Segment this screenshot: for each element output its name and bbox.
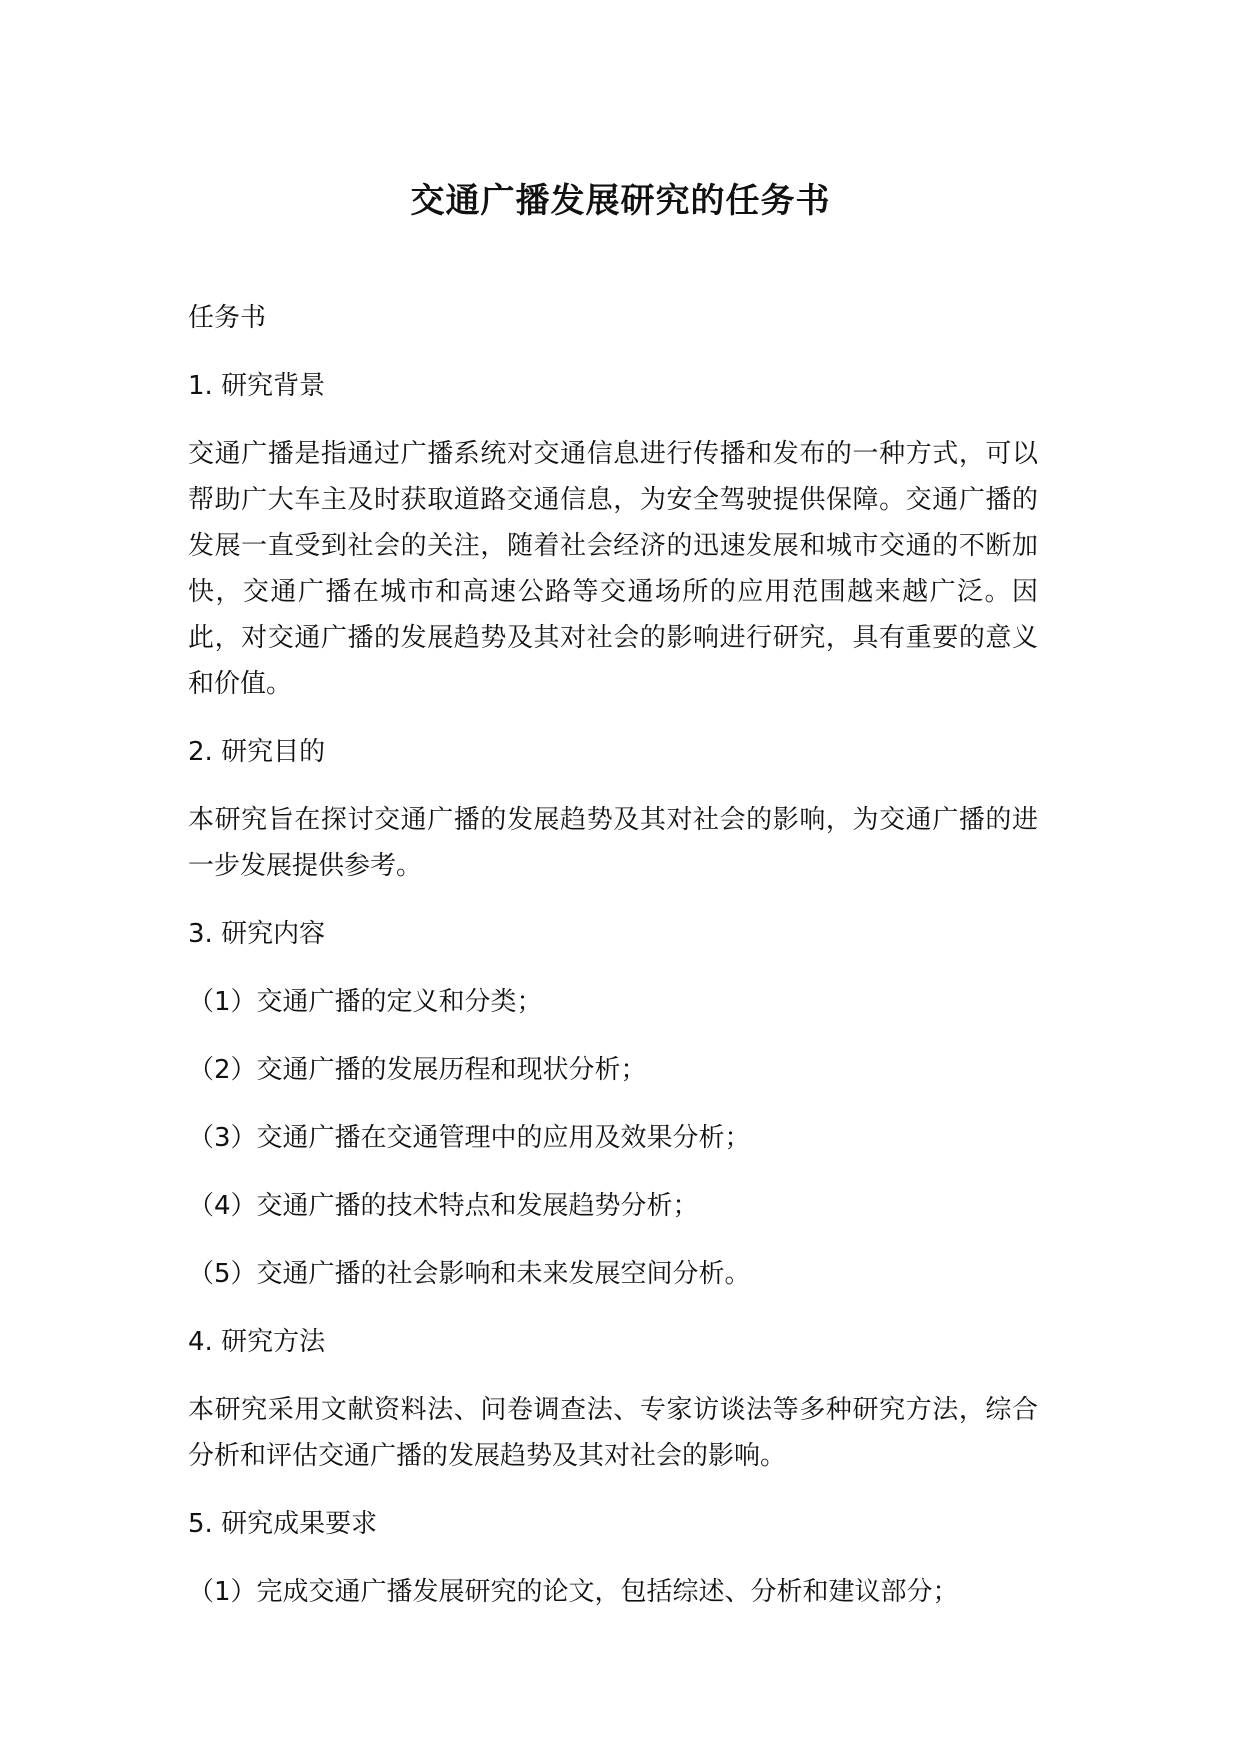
section-label: 任务书 — [188, 303, 267, 333]
heading-research-purpose: 2. 研究目的 — [188, 737, 326, 767]
content-item-5: （5）交通广播的社会影响和未来发展空间分析。 — [188, 1259, 751, 1289]
heading-research-results: 5. 研究成果要求 — [188, 1509, 378, 1539]
paragraph-research-method: 本研究采用文献资料法、问卷调查法、专家访谈法等多种研究方法，综合分析和评估交通广播的发展趋势及其对社会的影响。 — [188, 1395, 1038, 1471]
results-item-1: （1）完成交通广播发展研究的论文，包括综述、分析和建议部分； — [188, 1577, 959, 1607]
content-item-4: （4）交通广播的技术特点和发展趋势分析； — [188, 1191, 699, 1221]
content-item-1: （1）交通广播的定义和分类； — [188, 987, 543, 1017]
document-title: 交通广播发展研究的任务书 — [410, 181, 831, 221]
document-body — [188, 295, 1038, 1637]
content-item-2: （2）交通广播的发展历程和现状分析； — [188, 1055, 647, 1085]
heading-research-content: 3. 研究内容 — [188, 919, 326, 949]
heading-research-background: 1. 研究背景 — [188, 371, 326, 401]
paragraph-research-background: 交通广播是指通过广播系统对交通信息进行传播和发布的一种方式，可以帮助广大车主及时获取道路交通信息，为安全驾驶提供保障。交通广播的发展一直受到社会的关注，随着社会经济的迅速发展和城市交通的不断加快，交通广播在城市和高速公路等交通场所的应用范围越来越广泛。因此，对交通广播的发展趋势及其对社会的影响进行研究，具有重要的意义和价值。 — [188, 439, 1038, 699]
content-item-3: （3）交通广播在交通管理中的应用及效果分析； — [188, 1123, 751, 1153]
heading-research-method: 4. 研究方法 — [188, 1327, 326, 1357]
paragraph-research-purpose: 本研究旨在探讨交通广播的发展趋势及其对社会的影响，为交通广播的进一步发展提供参考。 — [188, 805, 1038, 881]
